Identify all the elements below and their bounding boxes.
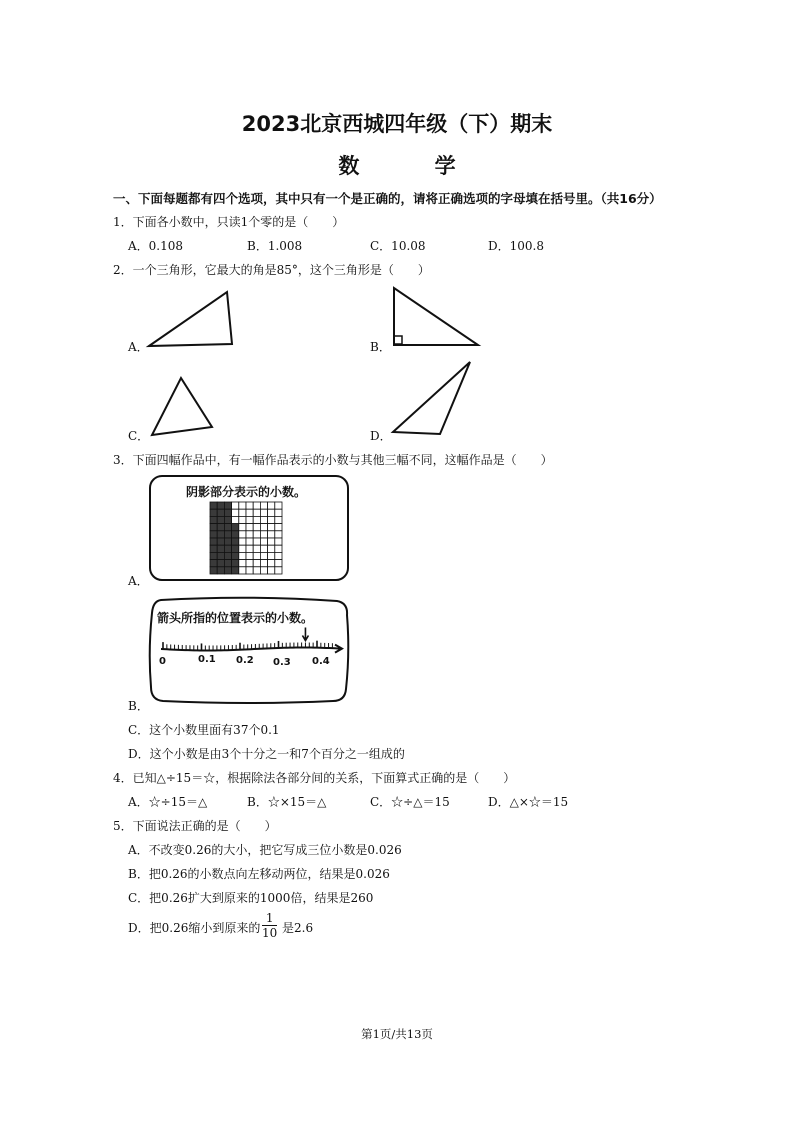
grid-cell-shaded	[232, 552, 239, 559]
grid-cell-shaded	[217, 552, 224, 559]
grid-cell	[268, 502, 275, 509]
grid-cell-shaded	[217, 538, 224, 545]
grid-cell	[239, 509, 246, 516]
triangle-b	[394, 288, 478, 345]
pointer-arrow-icon	[302, 628, 308, 641]
q3-stem: 3．下面四幅作品中，有一幅作品表示的小数与其他三幅不同，这幅作品是（ ）	[113, 453, 553, 467]
grid-cell	[253, 538, 260, 545]
triangle-a	[149, 292, 232, 346]
subject-title: 数 学	[338, 154, 490, 178]
grid-cell-shaded	[224, 516, 231, 523]
grid-cell	[253, 509, 260, 516]
grid-cell-shaded	[224, 524, 231, 531]
q2-label-c: C．	[128, 429, 150, 443]
grid-cell	[239, 524, 246, 531]
q5-stem: 5．下面说法正确的是（ ）	[113, 819, 277, 833]
grid-cell	[253, 545, 260, 552]
fraction-numerator: 1	[262, 911, 277, 926]
grid-cell	[253, 531, 260, 538]
box-a-title: 阴影部分表示的小数。	[186, 485, 307, 499]
box-b-title: 箭头所指的位置表示的小数。	[157, 611, 314, 625]
grid-cell-shaded	[224, 545, 231, 552]
grid-cell-shaded	[210, 524, 217, 531]
fraction-one-tenth	[262, 911, 277, 940]
q2-stem: 2．一个三角形，它最大的角是85°，这个三角形是（ ）	[113, 263, 430, 277]
grid-cell-shaded	[224, 509, 231, 516]
grid-cell	[246, 560, 253, 567]
grid-cell	[246, 567, 253, 574]
grid-cell	[268, 524, 275, 531]
grid-cell-shaded	[210, 509, 217, 516]
q5-option-d-text: D．把0.26缩小到原来的	[128, 921, 261, 935]
grid-cell-shaded	[224, 567, 231, 574]
q1-option-b: B．1.008	[247, 239, 303, 253]
page-title: 2023北京西城四年级（下）期末	[241, 112, 553, 136]
q4-option-d: D．△×☆＝15	[488, 795, 569, 809]
grid-cell	[246, 545, 253, 552]
grid-cell	[246, 552, 253, 559]
grid-cell	[260, 531, 267, 538]
grid-cell	[260, 545, 267, 552]
grid-cell	[275, 538, 282, 545]
grid-cell	[253, 552, 260, 559]
q5-option-c: C．把0.26扩大到原来的1000倍，结果是260	[128, 891, 374, 905]
grid-cell	[239, 516, 246, 523]
grid-cell	[253, 524, 260, 531]
grid-cell	[260, 524, 267, 531]
hundred-grid	[210, 502, 282, 574]
tick-label-0.2: 0.2	[236, 655, 254, 666]
grid-cell-shaded	[232, 538, 239, 545]
grid-cell	[268, 531, 275, 538]
grid-cell	[268, 567, 275, 574]
fraction-denominator: 10	[262, 926, 278, 940]
grid-cell-shaded	[217, 516, 224, 523]
grid-cell-shaded	[210, 560, 217, 567]
grid-cell	[239, 538, 246, 545]
grid-cell	[260, 567, 267, 574]
grid-cell-shaded	[217, 531, 224, 538]
grid-cell	[253, 502, 260, 509]
grid-cell	[253, 516, 260, 523]
number-line	[161, 628, 342, 653]
grid-cell	[246, 509, 253, 516]
grid-cell	[260, 516, 267, 523]
grid-cell	[260, 560, 267, 567]
grid-cell	[275, 567, 282, 574]
grid-cell-shaded	[217, 509, 224, 516]
triangle-c	[152, 378, 212, 435]
grid-cell	[260, 502, 267, 509]
grid-cell	[232, 502, 239, 509]
grid-cell	[239, 545, 246, 552]
grid-cell	[260, 538, 267, 545]
grid-cell	[253, 560, 260, 567]
q3-label-a: A．	[128, 574, 149, 588]
q5-option-a: A．不改变0.26的大小，把它写成三位小数是0.026	[128, 843, 402, 857]
grid-cell-shaded	[224, 502, 231, 509]
grid-cell-shaded	[217, 524, 224, 531]
grid-cell-shaded	[232, 560, 239, 567]
grid-cell-shaded	[210, 516, 217, 523]
q2-label-d: D．	[370, 429, 392, 443]
q3-option-d: D．这个小数是由3个十分之一和7个百分之一组成的	[128, 747, 405, 761]
page-footer: 第1页/共13页	[361, 1027, 433, 1041]
grid-cell-shaded	[210, 538, 217, 545]
grid-cell	[268, 516, 275, 523]
section-heading: 一、下面每题都有四个选项，其中只有一个是正确的，请将正确选项的字母填在括号里。（共16分）	[113, 191, 662, 206]
grid-cell-shaded	[224, 552, 231, 559]
grid-cell	[268, 560, 275, 567]
triangle-d	[393, 362, 470, 434]
grid-cell	[253, 567, 260, 574]
grid-cell	[275, 560, 282, 567]
grid-cell	[268, 545, 275, 552]
q3-label-b: B．	[128, 699, 149, 713]
grid-cell	[246, 531, 253, 538]
grid-cell-shaded	[217, 560, 224, 567]
grid-cell	[275, 552, 282, 559]
grid-cell	[275, 509, 282, 516]
grid-cell	[275, 531, 282, 538]
grid-cell-shaded	[224, 531, 231, 538]
q5-option-b: B．把0.26的小数点向左移动两位，结果是0.026	[128, 867, 390, 881]
grid-cell	[260, 509, 267, 516]
q4-option-b: B．☆×15＝△	[247, 795, 327, 809]
grid-cell	[260, 552, 267, 559]
grid-cell-shaded	[232, 531, 239, 538]
q4-stem: 4．已知△÷15＝☆，根据除法各部分间的关系，下面算式正确的是（ ）	[113, 771, 516, 785]
number-line-axis	[161, 648, 341, 651]
tick-label-0.1: 0.1	[198, 654, 216, 665]
grid-cell	[232, 516, 239, 523]
right-angle-mark	[394, 336, 402, 344]
q5-option-d-suffix: 是2.6	[282, 921, 314, 935]
grid-cell	[246, 538, 253, 545]
grid-cell	[239, 560, 246, 567]
grid-cell-shaded	[224, 560, 231, 567]
grid-cell-shaded	[210, 567, 217, 574]
q1-option-c: C．10.08	[370, 239, 426, 253]
grid-cell	[246, 502, 253, 509]
q1-stem: 1．下面各小数中，只读1个零的是（ ）	[113, 215, 345, 229]
grid-cell	[275, 545, 282, 552]
grid-cell-shaded	[210, 502, 217, 509]
grid-cell-shaded	[217, 545, 224, 552]
grid-cell	[268, 538, 275, 545]
grid-cell-shaded	[210, 552, 217, 559]
grid-cell-shaded	[210, 545, 217, 552]
grid-cell-shaded	[217, 502, 224, 509]
grid-cell-shaded	[232, 545, 239, 552]
grid-cell-shaded	[232, 524, 239, 531]
q4-option-c: C．☆÷△＝15	[370, 795, 450, 809]
grid-cell	[275, 516, 282, 523]
q1-option-a: A．0.108	[128, 239, 184, 253]
grid-cell	[232, 509, 239, 516]
grid-cell	[275, 502, 282, 509]
grid-cell-shaded	[210, 531, 217, 538]
tick-label-0.3: 0.3	[273, 657, 291, 668]
grid-cell-shaded	[224, 538, 231, 545]
grid-cell	[268, 509, 275, 516]
grid-cell	[246, 524, 253, 531]
q3-option-c: C．这个小数里面有37个0.1	[128, 723, 280, 737]
grid-cell-shaded	[232, 567, 239, 574]
grid-cell	[239, 531, 246, 538]
q2-label-a: A．	[128, 340, 149, 354]
grid-cell	[246, 516, 253, 523]
q2-label-b: B．	[370, 340, 391, 354]
grid-cell	[239, 552, 246, 559]
tick-label-0: 0	[159, 656, 166, 667]
grid-cell-shaded	[217, 567, 224, 574]
grid-cell	[268, 552, 275, 559]
grid-cell	[275, 524, 282, 531]
q1-option-d: D．100.8	[488, 239, 544, 253]
q4-option-a: A．☆÷15＝△	[128, 795, 208, 809]
grid-cell	[239, 567, 246, 574]
tick-label-0.4: 0.4	[312, 656, 330, 667]
grid-cell	[239, 502, 246, 509]
